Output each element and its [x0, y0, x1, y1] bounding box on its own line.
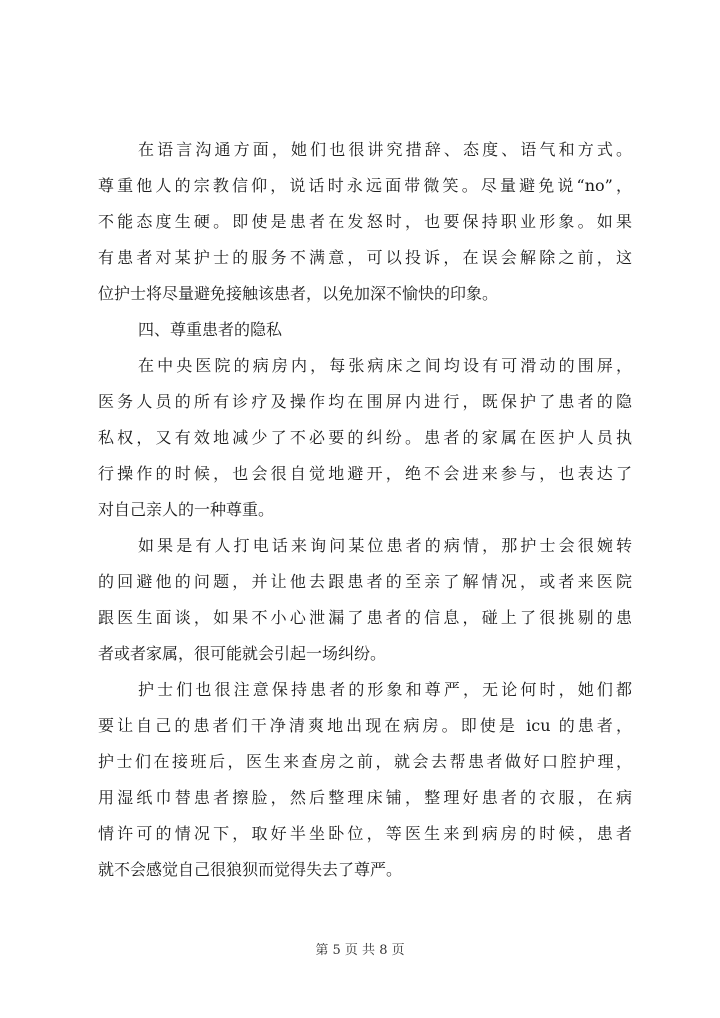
text-line: 用湿纸巾替患者擦脸，然后整理床铺，整理好患者的衣服，在病: [98, 788, 632, 807]
text-line: 尊重他人的宗教信仰，说话时永远面带微笑。尽量避免说“no”，: [98, 176, 632, 195]
text-line: 行操作的时候，也会很自觉地避开，绝不会进来参与，也表达了: [98, 464, 632, 483]
text-line: 私权，又有效地减少了不必要的纠纷。患者的家属在医护人员执: [98, 428, 632, 447]
text-line: 如果是有人打电话来询问某位患者的病情，那护士会很婉转: [138, 536, 632, 555]
text-line: 对自己亲人的一种尊重。: [98, 500, 275, 519]
text-line: 不能态度生硬。即使是患者在发怒时，也要保持职业形象。如果: [98, 212, 632, 231]
text-line: 就不会感觉自己很狼狈而觉得失去了尊严。: [98, 860, 403, 879]
text-line: 在语言沟通方面，她们也很讲究措辞、态度、语气和方式。: [138, 140, 632, 159]
page-footer: [0, 939, 720, 958]
text-line: 护士们在接班后，医生来查房之前，就会去帮患者做好口腔护理，: [98, 752, 632, 771]
document-body: [98, 132, 638, 888]
text-line: 者或者家属，很可能就会引起一场纠纷。: [98, 644, 387, 663]
text-line: 位护士将尽量避免接触该患者，以免加深不愉快的印象。: [98, 284, 499, 303]
text-line: 要让自己的患者们干净清爽地出现在病房。即使是 icu 的患者，: [98, 716, 632, 735]
text-line: 情许可的情况下，取好半坐卧位，等医生来到病房的时候，患者: [98, 824, 632, 843]
page-number: 第 5 页 共 8 页: [315, 943, 405, 958]
text-line: 的回避他的问题，并让他去跟患者的至亲了解情况，或者来医院: [98, 572, 632, 591]
text-line: 护士们也很注意保持患者的形象和尊严，无论何时，她们都: [138, 680, 632, 699]
text-line: 在中央医院的病房内，每张病床之间均设有可滑动的围屏，: [138, 356, 632, 375]
text-line: 医务人员的所有诊疗及操作均在围屏内进行，既保护了患者的隐: [98, 392, 632, 411]
text-line: 跟医生面谈，如果不小心泄漏了患者的信息，碰上了很挑剔的患: [98, 608, 632, 627]
text-line: 四、尊重患者的隐私: [138, 320, 283, 339]
text-line: 有患者对某护士的服务不满意，可以投诉，在误会解除之前，这: [98, 248, 632, 267]
